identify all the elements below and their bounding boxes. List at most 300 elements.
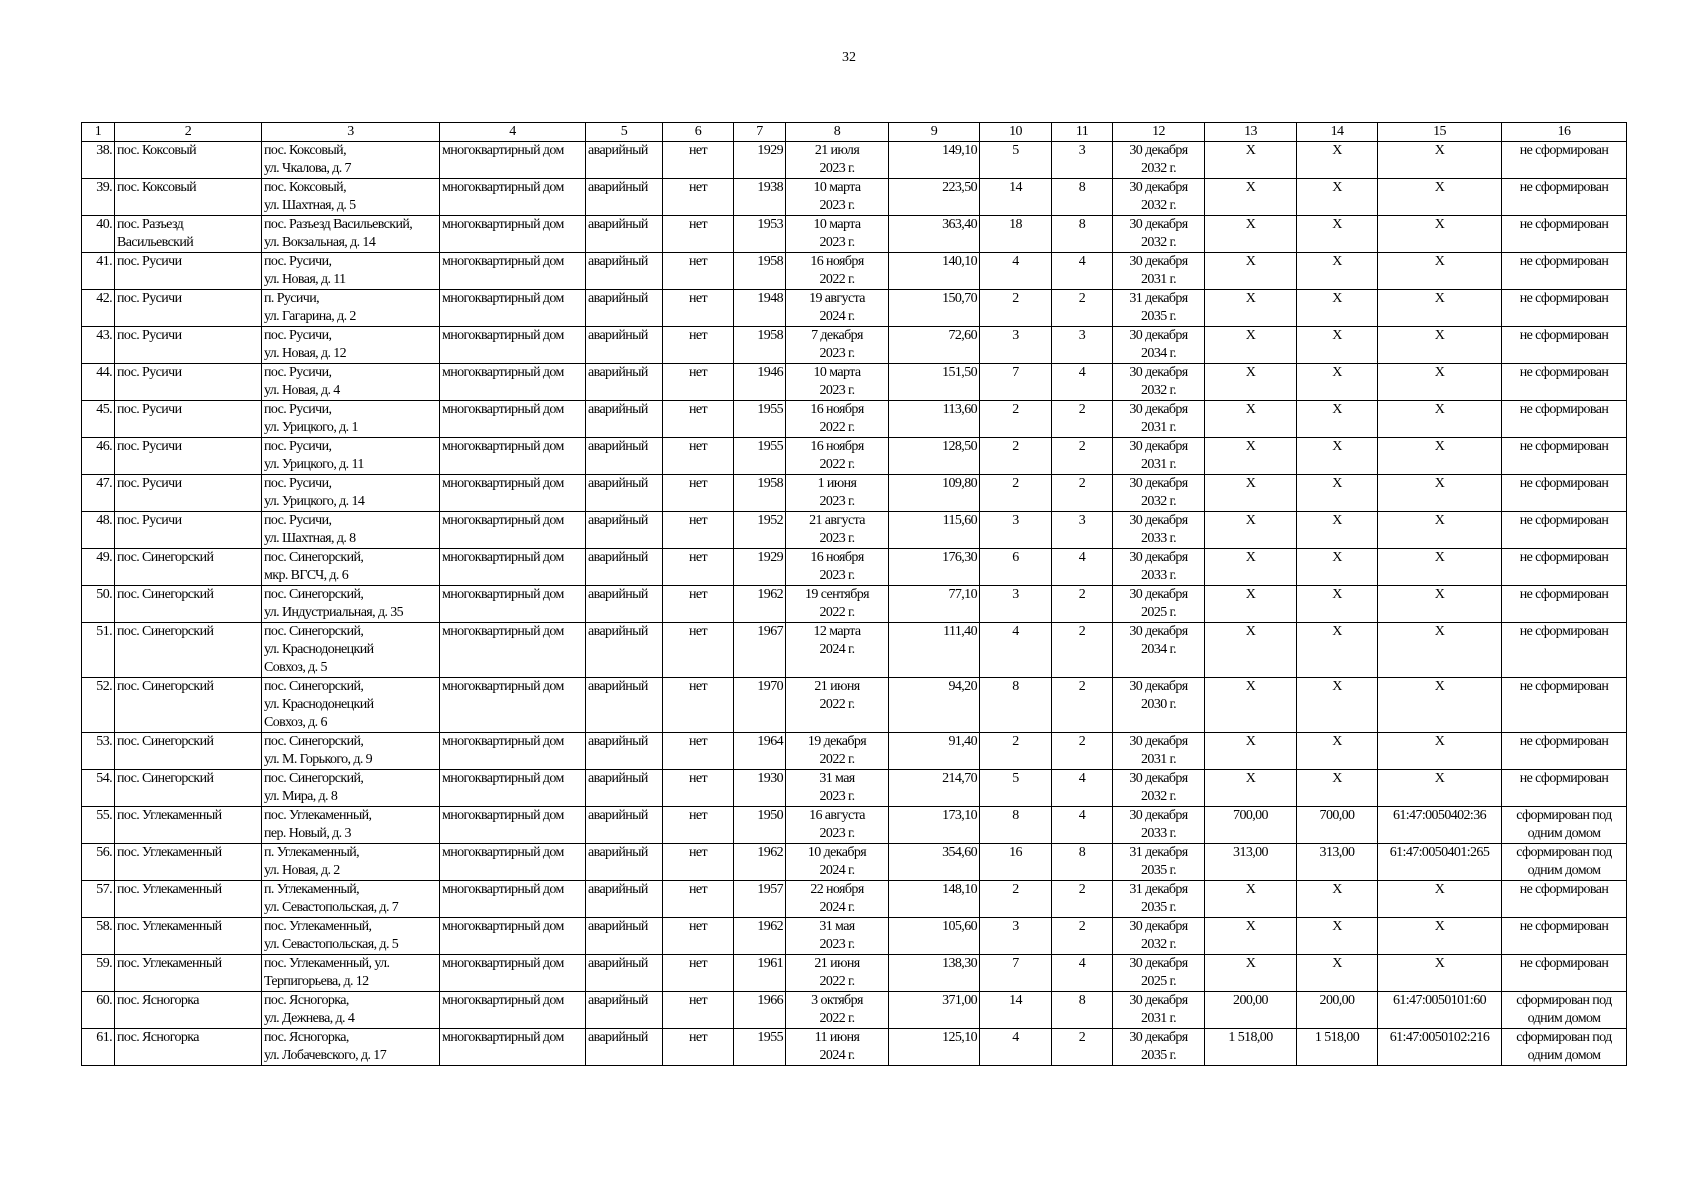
land-status-cell	[1502, 733, 1627, 770]
table-row	[82, 549, 1627, 586]
recognition-date-cell-line: 2023 г.	[819, 161, 855, 176]
land-area-cell: X	[1205, 955, 1297, 992]
settlement-cell: пос. Коксовый	[115, 142, 262, 179]
land-area-cell: X	[1205, 216, 1297, 253]
land-status-cell	[1502, 475, 1627, 512]
land-area-2-cell: X	[1297, 512, 1378, 549]
heritage-cell: нет	[663, 844, 734, 881]
resettlement-deadline-cell-line: 30 декабря	[1129, 1030, 1188, 1045]
year-cell: 1964	[734, 733, 786, 770]
building-type-cell: многоквартирный дом	[440, 253, 586, 290]
resettlement-deadline-cell-line: 2031 г.	[1141, 752, 1176, 767]
heritage-cell: нет	[663, 290, 734, 327]
cadastral-number-cell: 61:47:0050101:60	[1378, 992, 1502, 1029]
row-number: 44.	[82, 364, 115, 401]
land-area-2-cell: X	[1297, 549, 1378, 586]
resettlement-deadline-cell	[1113, 512, 1205, 549]
address-cell-line: пос. Углекаменный, ул.	[264, 956, 390, 971]
address-cell-line: Терпигорьева, д. 12	[264, 974, 369, 989]
resettlement-deadline-cell	[1113, 290, 1205, 327]
land-status-cell-line: сформирован под	[1516, 993, 1612, 1008]
address-cell-line: пос. Разъезд Васильевский,	[264, 217, 413, 232]
residents-cell: 8	[980, 807, 1052, 844]
apartments-cell: 2	[1052, 586, 1113, 623]
recognition-date-cell-line: 31 мая	[819, 919, 855, 934]
heritage-cell: нет	[663, 623, 734, 678]
area-cell: 91,40	[889, 733, 980, 770]
land-status-cell	[1502, 770, 1627, 807]
apartments-cell: 4	[1052, 770, 1113, 807]
land-status-cell-line: не сформирован	[1519, 771, 1609, 786]
year-cell: 1946	[734, 364, 786, 401]
cadastral-number-cell: X	[1378, 475, 1502, 512]
heritage-cell: нет	[663, 586, 734, 623]
apartments-cell: 2	[1052, 623, 1113, 678]
land-status-cell	[1502, 807, 1627, 844]
address-cell	[262, 918, 440, 955]
year-cell: 1938	[734, 179, 786, 216]
address-cell-line: пос. Синегорский,	[264, 624, 364, 639]
residents-cell: 4	[980, 1029, 1052, 1066]
address-cell	[262, 807, 440, 844]
residents-cell: 3	[980, 586, 1052, 623]
land-area-cell: 200,00	[1205, 992, 1297, 1029]
address-cell-line: пос. Синегорский,	[264, 587, 364, 602]
land-status-cell-line: не сформирован	[1519, 291, 1609, 306]
area-cell: 150,70	[889, 290, 980, 327]
resettlement-deadline-cell-line: 30 декабря	[1129, 365, 1188, 380]
table-row	[82, 807, 1627, 844]
address-cell-line: ул. Севастопольская, д. 5	[264, 937, 399, 952]
recognition-date-cell-line: 21 июля	[814, 143, 860, 158]
address-cell	[262, 733, 440, 770]
residents-cell: 14	[980, 179, 1052, 216]
column-header-7: 7	[734, 123, 786, 142]
row-number: 46.	[82, 438, 115, 475]
recognition-date-cell	[786, 844, 889, 881]
table-row	[82, 844, 1627, 881]
heritage-cell: нет	[663, 549, 734, 586]
apartments-cell: 2	[1052, 678, 1113, 733]
settlement-cell: пос. Синегорский	[115, 549, 262, 586]
table-row	[82, 142, 1627, 179]
resettlement-deadline-cell-line: 30 декабря	[1129, 919, 1188, 934]
row-number: 60.	[82, 992, 115, 1029]
table-row	[82, 401, 1627, 438]
resettlement-deadline-cell-line: 30 декабря	[1129, 513, 1188, 528]
address-cell-line: п. Углекаменный,	[264, 845, 360, 860]
recognition-date-cell-line: 16 ноября	[810, 439, 864, 454]
land-status-cell-line: не сформирован	[1519, 217, 1609, 232]
settlement-cell: пос. Русичи	[115, 438, 262, 475]
building-type-cell: многоквартирный дом	[440, 216, 586, 253]
year-cell: 1967	[734, 623, 786, 678]
residents-cell: 18	[980, 216, 1052, 253]
recognition-date-cell-line: 19 декабря	[807, 734, 867, 749]
year-cell: 1962	[734, 844, 786, 881]
land-status-cell	[1502, 844, 1627, 881]
recognition-date-cell	[786, 770, 889, 807]
status-cell: аварийный	[586, 549, 663, 586]
settlement-cell: пос. Синегорский	[115, 733, 262, 770]
settlement-cell: пос. Русичи	[115, 290, 262, 327]
resettlement-deadline-cell-line: 2034 г.	[1141, 642, 1176, 657]
heritage-cell: нет	[663, 142, 734, 179]
address-cell-line: ул. Урицкого, д. 1	[264, 420, 358, 435]
address-cell-line: ул. Гагарина, д. 2	[264, 309, 356, 324]
heritage-cell: нет	[663, 438, 734, 475]
address-cell-line: пос. Русичи,	[264, 439, 332, 454]
land-status-cell-line: не сформирован	[1519, 439, 1609, 454]
status-cell: аварийный	[586, 512, 663, 549]
area-cell: 151,50	[889, 364, 980, 401]
column-header-1: 1	[82, 123, 115, 142]
resettlement-deadline-cell-line: 30 декабря	[1129, 402, 1188, 417]
column-header-13: 13	[1205, 123, 1297, 142]
recognition-date-cell	[786, 918, 889, 955]
resettlement-deadline-cell-line: 2031 г.	[1141, 457, 1176, 472]
area-cell: 363,40	[889, 216, 980, 253]
year-cell: 1958	[734, 327, 786, 364]
apartments-cell: 4	[1052, 955, 1113, 992]
recognition-date-cell-line: 2023 г.	[819, 346, 855, 361]
building-type-cell: многоквартирный дом	[440, 438, 586, 475]
land-status-cell-line: не сформирован	[1519, 143, 1609, 158]
residents-cell: 4	[980, 623, 1052, 678]
column-header-5: 5	[586, 123, 663, 142]
area-cell: 149,10	[889, 142, 980, 179]
land-area-cell: X	[1205, 438, 1297, 475]
column-header-11: 11	[1052, 123, 1113, 142]
land-status-cell-line: сформирован под	[1516, 845, 1612, 860]
year-cell: 1955	[734, 1029, 786, 1066]
recognition-date-cell-line: 2024 г.	[819, 900, 855, 915]
apartments-cell: 3	[1052, 142, 1113, 179]
settlement-cell: пос. Синегорский	[115, 770, 262, 807]
area-cell: 109,80	[889, 475, 980, 512]
apartments-cell: 2	[1052, 918, 1113, 955]
cadastral-number-cell: X	[1378, 586, 1502, 623]
land-status-cell-line: не сформирован	[1519, 476, 1609, 491]
residents-cell: 5	[980, 770, 1052, 807]
address-cell	[262, 1029, 440, 1066]
resettlement-deadline-cell-line: 2031 г.	[1141, 1011, 1176, 1026]
row-number: 50.	[82, 586, 115, 623]
building-type-cell: многоквартирный дом	[440, 401, 586, 438]
residents-cell: 7	[980, 364, 1052, 401]
address-cell	[262, 142, 440, 179]
land-area-cell: X	[1205, 475, 1297, 512]
land-status-cell	[1502, 678, 1627, 733]
heritage-cell: нет	[663, 512, 734, 549]
status-cell: аварийный	[586, 918, 663, 955]
status-cell: аварийный	[586, 327, 663, 364]
apartments-cell: 3	[1052, 327, 1113, 364]
recognition-date-cell	[786, 253, 889, 290]
table-row	[82, 770, 1627, 807]
cadastral-number-cell: X	[1378, 216, 1502, 253]
area-cell: 105,60	[889, 918, 980, 955]
resettlement-deadline-cell-line: 2031 г.	[1141, 420, 1176, 435]
land-area-2-cell: X	[1297, 918, 1378, 955]
land-area-2-cell: X	[1297, 438, 1378, 475]
address-cell-line: пос. Русичи,	[264, 513, 332, 528]
address-cell-line: пос. Русичи,	[264, 402, 332, 417]
resettlement-deadline-cell	[1113, 586, 1205, 623]
land-area-cell: 1 518,00	[1205, 1029, 1297, 1066]
land-area-2-cell: 1 518,00	[1297, 1029, 1378, 1066]
resettlement-deadline-cell-line: 2034 г.	[1141, 346, 1176, 361]
resettlement-deadline-cell-line: 30 декабря	[1129, 993, 1188, 1008]
year-cell: 1970	[734, 678, 786, 733]
status-cell: аварийный	[586, 955, 663, 992]
table-row	[82, 881, 1627, 918]
apartments-cell: 2	[1052, 475, 1113, 512]
land-area-cell: X	[1205, 586, 1297, 623]
cadastral-number-cell: 61:47:0050401:265	[1378, 844, 1502, 881]
resettlement-deadline-cell	[1113, 142, 1205, 179]
resettlement-deadline-cell-line: 30 декабря	[1129, 550, 1188, 565]
land-area-2-cell: X	[1297, 290, 1378, 327]
settlement-cell: пос. Углекаменный	[115, 918, 262, 955]
land-status-cell-line: одним домом	[1527, 1048, 1601, 1063]
status-cell: аварийный	[586, 586, 663, 623]
recognition-date-cell	[786, 733, 889, 770]
address-cell-line: пос. Ясногорка,	[264, 1030, 349, 1045]
address-cell-line: ул. Дежнева, д. 4	[264, 1011, 355, 1026]
table-row	[82, 364, 1627, 401]
cadastral-number-cell: X	[1378, 955, 1502, 992]
settlement-cell: пос. Синегорский	[115, 623, 262, 678]
row-number: 56.	[82, 844, 115, 881]
recognition-date-cell-line: 2022 г.	[819, 974, 855, 989]
recognition-date-cell-line: 2024 г.	[819, 863, 855, 878]
recognition-date-cell-line: 16 августа	[809, 808, 865, 823]
table-row	[82, 438, 1627, 475]
land-area-2-cell: 700,00	[1297, 807, 1378, 844]
resettlement-deadline-cell-line: 30 декабря	[1129, 439, 1188, 454]
resettlement-deadline-cell-line: 2030 г.	[1141, 697, 1176, 712]
table-row	[82, 955, 1627, 992]
resettlement-deadline-cell	[1113, 438, 1205, 475]
column-header-4: 4	[440, 123, 586, 142]
address-cell-line: пос. Русичи,	[264, 254, 332, 269]
heritage-cell: нет	[663, 364, 734, 401]
recognition-date-cell-line: 12 марта	[813, 624, 861, 639]
address-cell	[262, 770, 440, 807]
land-status-cell	[1502, 364, 1627, 401]
recognition-date-cell	[786, 179, 889, 216]
heritage-cell: нет	[663, 992, 734, 1029]
land-status-cell	[1502, 142, 1627, 179]
resettlement-deadline-cell	[1113, 401, 1205, 438]
resettlement-deadline-cell	[1113, 881, 1205, 918]
apartments-cell: 3	[1052, 512, 1113, 549]
recognition-date-cell	[786, 364, 889, 401]
table-row	[82, 512, 1627, 549]
cadastral-number-cell: X	[1378, 678, 1502, 733]
column-header-15: 15	[1378, 123, 1502, 142]
address-cell	[262, 290, 440, 327]
recognition-date-cell-line: 2023 г.	[819, 494, 855, 509]
building-type-cell: многоквартирный дом	[440, 327, 586, 364]
recognition-date-cell-line: 2022 г.	[819, 1011, 855, 1026]
table-row	[82, 586, 1627, 623]
land-status-cell	[1502, 623, 1627, 678]
residents-cell: 14	[980, 992, 1052, 1029]
address-cell-line: ул. Севастопольская, д. 7	[264, 900, 399, 915]
recognition-date-cell-line: 2023 г.	[819, 383, 855, 398]
land-area-cell: X	[1205, 549, 1297, 586]
row-number: 61.	[82, 1029, 115, 1066]
recognition-date-cell-line: 2023 г.	[819, 235, 855, 250]
recognition-date-cell	[786, 623, 889, 678]
heritage-cell: нет	[663, 401, 734, 438]
area-cell: 77,10	[889, 586, 980, 623]
status-cell: аварийный	[586, 807, 663, 844]
land-status-cell-line: не сформирован	[1519, 587, 1609, 602]
land-area-2-cell: X	[1297, 327, 1378, 364]
area-cell: 113,60	[889, 401, 980, 438]
status-cell: аварийный	[586, 733, 663, 770]
address-cell	[262, 881, 440, 918]
settlement-cell: пос. Коксовый	[115, 179, 262, 216]
land-status-cell-line: не сформирован	[1519, 882, 1609, 897]
area-cell: 223,50	[889, 179, 980, 216]
building-type-cell: многоквартирный дом	[440, 623, 586, 678]
land-area-cell: X	[1205, 179, 1297, 216]
apartments-cell: 4	[1052, 253, 1113, 290]
building-type-cell: многоквартирный дом	[440, 733, 586, 770]
address-cell-line: пос. Русичи,	[264, 476, 332, 491]
recognition-date-cell	[786, 438, 889, 475]
residents-cell: 2	[980, 438, 1052, 475]
land-area-cell: X	[1205, 364, 1297, 401]
resettlement-deadline-cell	[1113, 844, 1205, 881]
resettlement-deadline-cell-line: 2025 г.	[1141, 974, 1176, 989]
cadastral-number-cell: X	[1378, 327, 1502, 364]
recognition-date-cell-line: 31 мая	[819, 771, 855, 786]
status-cell: аварийный	[586, 678, 663, 733]
land-area-cell: X	[1205, 678, 1297, 733]
status-cell: аварийный	[586, 142, 663, 179]
recognition-date-cell-line: 19 сентября	[805, 587, 869, 602]
building-type-cell: многоквартирный дом	[440, 364, 586, 401]
row-number: 43.	[82, 327, 115, 364]
table-row	[82, 623, 1627, 678]
land-status-cell	[1502, 401, 1627, 438]
year-cell: 1950	[734, 807, 786, 844]
land-status-cell	[1502, 586, 1627, 623]
land-status-cell	[1502, 179, 1627, 216]
apartments-cell: 2	[1052, 881, 1113, 918]
resettlement-deadline-cell-line: 2033 г.	[1141, 568, 1176, 583]
resettlement-deadline-cell	[1113, 364, 1205, 401]
settlement-cell: пос. Углекаменный	[115, 844, 262, 881]
year-cell: 1957	[734, 881, 786, 918]
status-cell: аварийный	[586, 1029, 663, 1066]
resettlement-deadline-cell-line: 2032 г.	[1141, 789, 1176, 804]
residents-cell: 7	[980, 955, 1052, 992]
year-cell: 1962	[734, 586, 786, 623]
status-cell: аварийный	[586, 253, 663, 290]
heritage-cell: нет	[663, 253, 734, 290]
area-cell: 140,10	[889, 253, 980, 290]
recognition-date-cell-line: 10 декабря	[807, 845, 867, 860]
land-status-cell-line: не сформирован	[1519, 679, 1609, 694]
recognition-date-cell	[786, 1029, 889, 1066]
column-header-14: 14	[1297, 123, 1378, 142]
settlement-cell: пос. Русичи	[115, 364, 262, 401]
recognition-date-cell-line: 2023 г.	[819, 198, 855, 213]
year-cell: 1929	[734, 142, 786, 179]
row-number: 52.	[82, 678, 115, 733]
address-cell-line: пос. Синегорский,	[264, 734, 364, 749]
recognition-date-cell	[786, 401, 889, 438]
address-cell-line: ул. Чкалова, д. 7	[264, 161, 351, 176]
land-status-cell-line: сформирован под	[1516, 1030, 1612, 1045]
cadastral-number-cell: X	[1378, 179, 1502, 216]
address-cell	[262, 992, 440, 1029]
recognition-date-cell	[786, 142, 889, 179]
land-area-2-cell: 313,00	[1297, 844, 1378, 881]
apartments-cell: 2	[1052, 438, 1113, 475]
table-row	[82, 253, 1627, 290]
settlement-cell: пос. Русичи	[115, 327, 262, 364]
land-area-cell: X	[1205, 290, 1297, 327]
land-status-cell	[1502, 955, 1627, 992]
cadastral-number-cell: X	[1378, 623, 1502, 678]
column-header-6: 6	[663, 123, 734, 142]
recognition-date-cell-line: 22 ноября	[810, 882, 864, 897]
status-cell: аварийный	[586, 364, 663, 401]
recognition-date-cell-line: 2022 г.	[819, 420, 855, 435]
cadastral-number-cell: 61:47:0050102:216	[1378, 1029, 1502, 1066]
heritage-cell: нет	[663, 918, 734, 955]
cadastral-number-cell: X	[1378, 253, 1502, 290]
recognition-date-cell-line: 10 марта	[813, 180, 861, 195]
land-status-cell-line: не сформирован	[1519, 254, 1609, 269]
recognition-date-cell-line: 2023 г.	[819, 937, 855, 952]
resettlement-deadline-cell-line: 30 декабря	[1129, 679, 1188, 694]
land-status-cell	[1502, 253, 1627, 290]
recognition-date-cell	[786, 327, 889, 364]
resettlement-deadline-cell-line: 30 декабря	[1129, 328, 1188, 343]
land-status-cell-line: не сформирован	[1519, 734, 1609, 749]
resettlement-deadline-cell-line: 2032 г.	[1141, 198, 1176, 213]
header-row	[82, 123, 1627, 142]
building-type-cell: многоквартирный дом	[440, 881, 586, 918]
area-cell: 173,10	[889, 807, 980, 844]
settlement-cell: пос. Синегорский	[115, 586, 262, 623]
land-status-cell	[1502, 290, 1627, 327]
status-cell: аварийный	[586, 770, 663, 807]
resettlement-deadline-cell-line: 30 декабря	[1129, 476, 1188, 491]
recognition-date-cell-line: 16 ноября	[810, 402, 864, 417]
resettlement-deadline-cell	[1113, 549, 1205, 586]
heritage-cell: нет	[663, 179, 734, 216]
row-number: 39.	[82, 179, 115, 216]
land-status-cell-line: не сформирован	[1519, 550, 1609, 565]
resettlement-deadline-cell-line: 2025 г.	[1141, 605, 1176, 620]
land-area-cell: X	[1205, 253, 1297, 290]
cadastral-number-cell: X	[1378, 733, 1502, 770]
land-status-cell-line: не сформирован	[1519, 365, 1609, 380]
cadastral-number-cell: X	[1378, 364, 1502, 401]
apartments-cell: 8	[1052, 844, 1113, 881]
heritage-cell: нет	[663, 678, 734, 733]
cadastral-number-cell: 61:47:0050402:36	[1378, 807, 1502, 844]
